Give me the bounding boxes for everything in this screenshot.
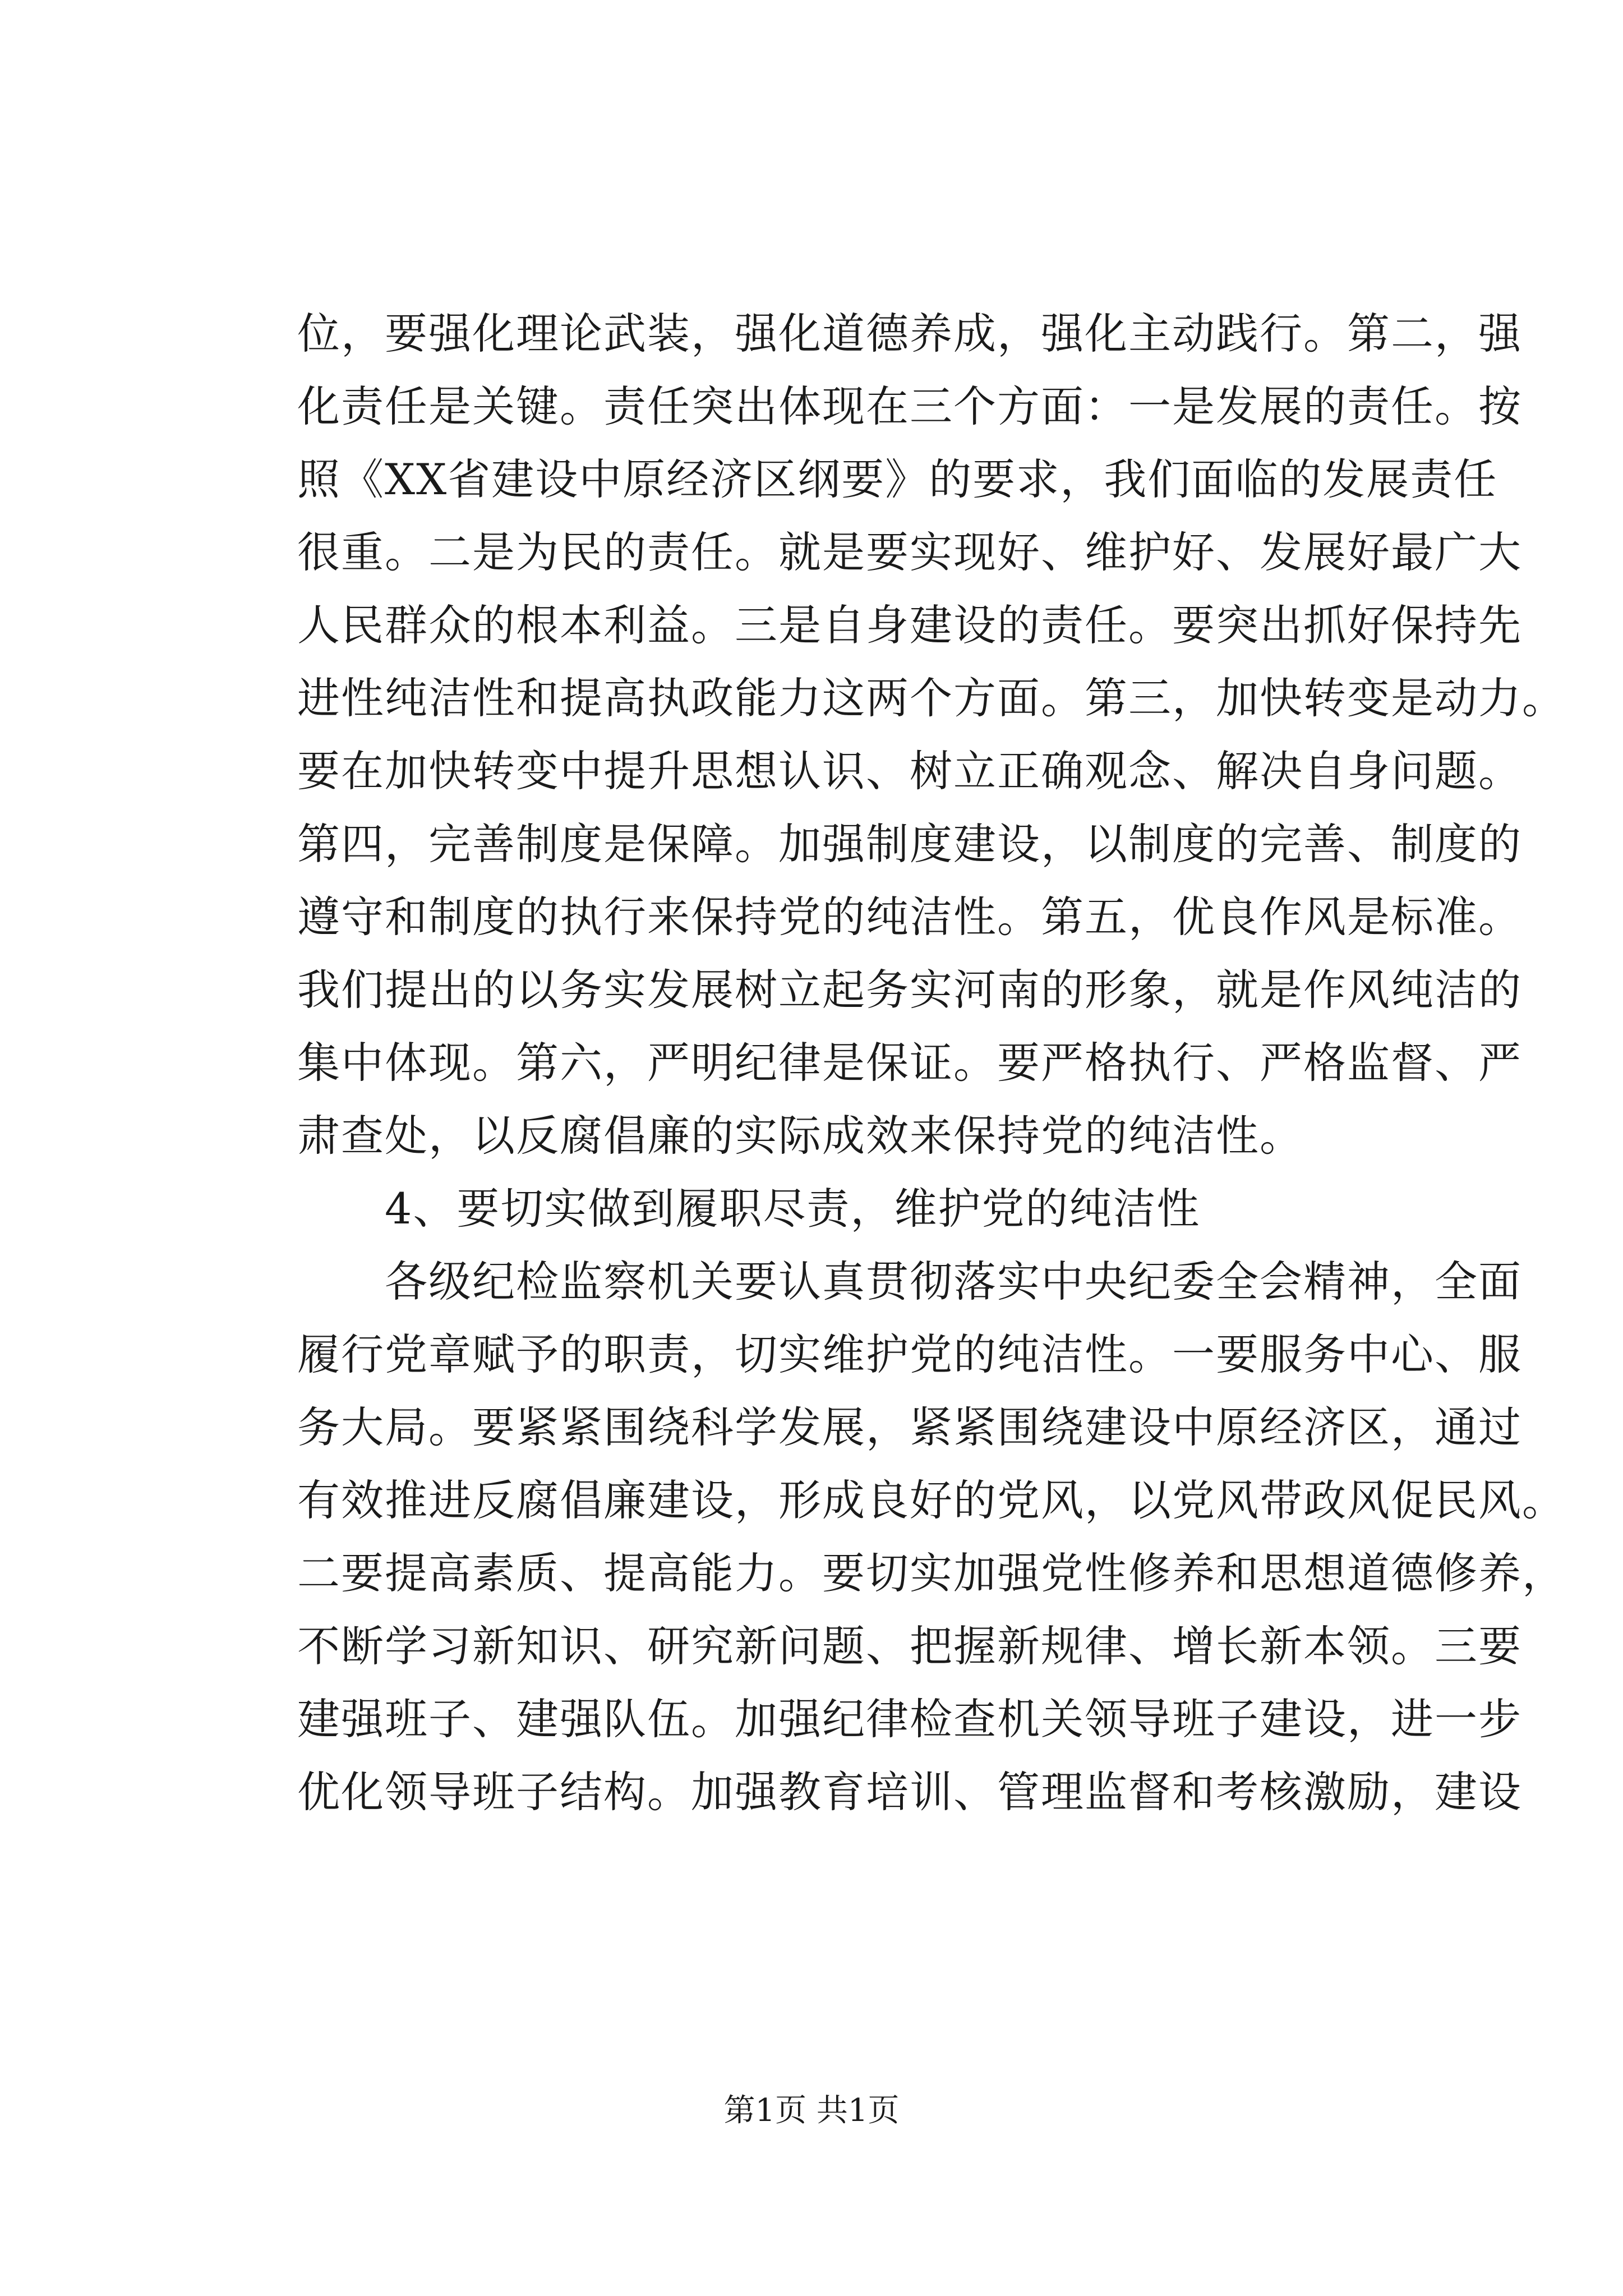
body-text-line: 优化领导班子结构。加强教育培训、管理监督和考核激励，建设 xyxy=(297,1767,1522,1817)
body-text-line: 进性纯洁性和提高执政能力这两个方面。第三，加快转变是动力。 xyxy=(297,673,1566,723)
paragraph-first-line: 各级纪检监察机关要认真贯彻落实中央纪委全会精神，全面 xyxy=(385,1257,1522,1306)
body-text-line: 人民群众的根本利益。三是自身建设的责任。要突出抓好保持先 xyxy=(297,600,1522,650)
body-text-line: 化责任是关键。责任突出体现在三个方面：一是发展的责任。按 xyxy=(297,381,1522,431)
page-number-footer: 第1页 共1页 xyxy=(723,2092,900,2129)
body-text-line: 履行党章赋予的职责，切实维护党的纯洁性。一要服务中心、服 xyxy=(297,1329,1522,1379)
body-text-line: 很重。二是为民的责任。就是要实现好、维护好、发展好最广大 xyxy=(297,527,1522,577)
body-text-line: 位，要强化理论武装，强化道德养成，强化主动践行。第二，强 xyxy=(297,309,1522,358)
body-text-line: 集中体现。第六，严明纪律是保证。要严格执行、严格监督、严 xyxy=(297,1038,1522,1088)
body-text-line: 遵守和制度的执行来保持党的纯洁性。第五，优良作风是标准。 xyxy=(297,892,1522,942)
section-heading: 4、要切实做到履职尽责，维护党的纯洁性 xyxy=(385,1184,1201,1234)
body-text-line: 建强班子、建强队伍。加强纪律检查机关领导班子建设，进一步 xyxy=(297,1694,1522,1744)
body-text-line: 第四，完善制度是保障。加强制度建设，以制度的完善、制度的 xyxy=(297,819,1522,869)
body-text-line: 不断学习新知识、研究新问题、把握新规律、增长新本领。三要 xyxy=(297,1621,1522,1671)
body-text-line: 务大局。要紧紧围绕科学发展，紧紧围绕建设中原经济区，通过 xyxy=(297,1402,1522,1452)
body-text-line: 我们提出的以务实发展树立起务实河南的形象，就是作风纯洁的 xyxy=(297,965,1522,1015)
body-text-line: 有效推进反腐倡廉建设，形成良好的党风，以党风带政风促民风。 xyxy=(297,1475,1566,1525)
body-text-line: 照《XX省建设中原经济区纲要》的要求，我们面临的发展责任 xyxy=(297,454,1498,504)
body-text-line: 肃查处，以反腐倡廉的实际成效来保持党的纯洁性。 xyxy=(297,1111,1303,1161)
body-text-line: 要在加快转变中提升思想认识、树立正确观念、解决自身问题。 xyxy=(297,746,1522,796)
body-text-line: 二要提高素质、提高能力。要切实加强党性修养和思想道德修养， xyxy=(297,1548,1566,1598)
